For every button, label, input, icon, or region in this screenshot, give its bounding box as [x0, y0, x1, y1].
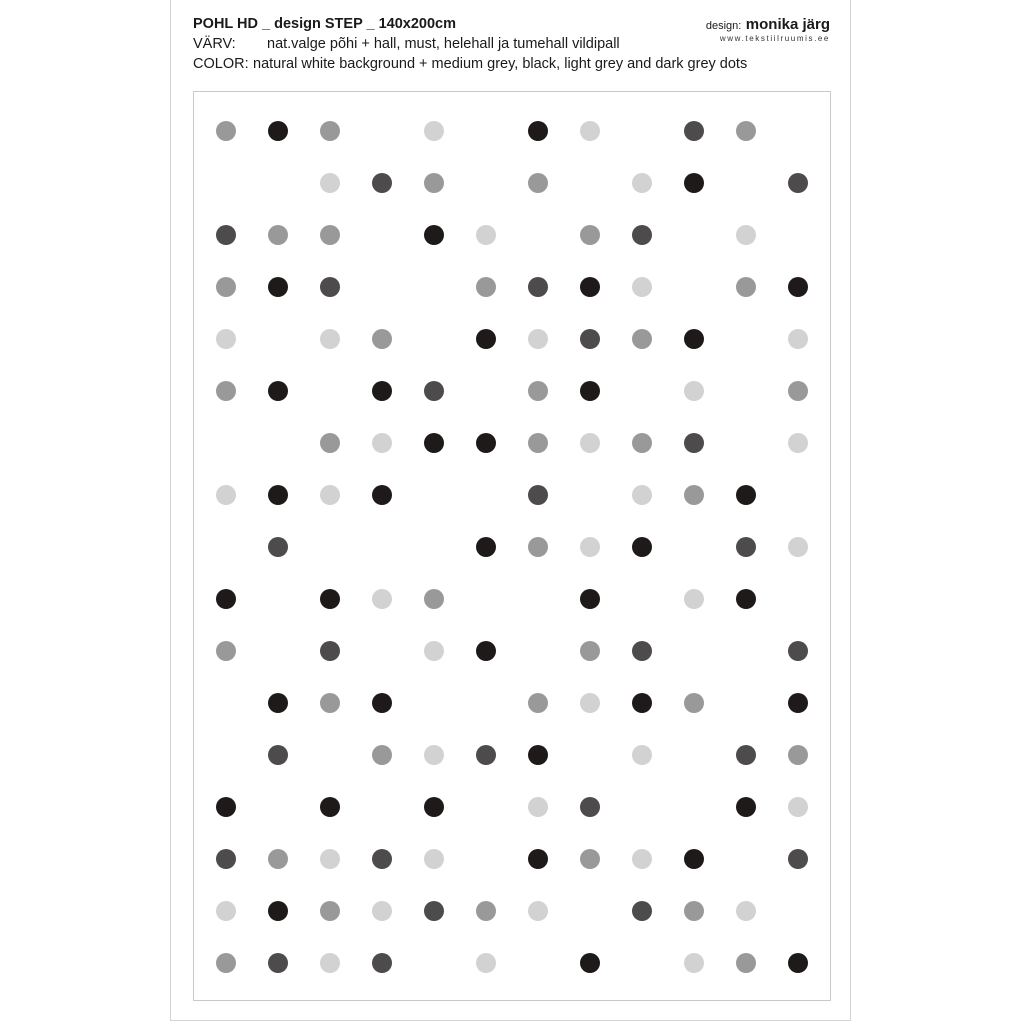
dot-dark-grey — [372, 849, 392, 869]
dot-dark-grey — [268, 953, 288, 973]
dot-black — [632, 693, 652, 713]
dot-black — [424, 797, 444, 817]
dot-light-grey — [372, 433, 392, 453]
dot-black — [788, 277, 808, 297]
dot-medium-grey — [476, 901, 496, 921]
dot-black — [424, 433, 444, 453]
varv-label: VÄRV: — [193, 36, 236, 52]
dot-black — [268, 381, 288, 401]
dot-black — [372, 381, 392, 401]
dot-black — [788, 953, 808, 973]
dot-medium-grey — [424, 173, 444, 193]
dot-dark-grey — [684, 433, 704, 453]
dot-dark-grey — [684, 121, 704, 141]
dot-black — [632, 537, 652, 557]
dot-black — [476, 433, 496, 453]
dot-light-grey — [632, 849, 652, 869]
dot-light-grey — [684, 589, 704, 609]
dot-light-grey — [736, 225, 756, 245]
dot-light-grey — [216, 485, 236, 505]
dot-light-grey — [736, 901, 756, 921]
dot-light-grey — [788, 537, 808, 557]
dot-light-grey — [632, 173, 652, 193]
dot-medium-grey — [632, 433, 652, 453]
dot-black — [528, 745, 548, 765]
dot-light-grey — [320, 849, 340, 869]
dot-medium-grey — [736, 121, 756, 141]
dot-black — [320, 797, 340, 817]
dot-dark-grey — [320, 641, 340, 661]
dot-black — [268, 693, 288, 713]
dot-light-grey — [320, 953, 340, 973]
dot-black — [736, 797, 756, 817]
dot-dark-grey — [424, 901, 444, 921]
dot-black — [216, 589, 236, 609]
dot-light-grey — [580, 121, 600, 141]
dot-medium-grey — [528, 433, 548, 453]
dot-black — [268, 277, 288, 297]
dot-medium-grey — [216, 953, 236, 973]
dot-medium-grey — [684, 485, 704, 505]
dot-light-grey — [424, 121, 444, 141]
dot-black — [216, 797, 236, 817]
dot-medium-grey — [580, 849, 600, 869]
dot-light-grey — [528, 901, 548, 921]
dot-black — [580, 953, 600, 973]
dot-dark-grey — [528, 277, 548, 297]
website-url: www.tekstiilruumis.ee — [719, 34, 830, 43]
dot-medium-grey — [736, 277, 756, 297]
dot-dark-grey — [372, 953, 392, 973]
dot-dark-grey — [268, 537, 288, 557]
dot-black — [580, 381, 600, 401]
dot-medium-grey — [580, 641, 600, 661]
dot-dark-grey — [632, 641, 652, 661]
dot-black — [476, 641, 496, 661]
dot-medium-grey — [268, 849, 288, 869]
dot-black — [684, 329, 704, 349]
dot-black — [528, 121, 548, 141]
dot-light-grey — [684, 381, 704, 401]
dot-light-grey — [216, 901, 236, 921]
dot-black — [268, 121, 288, 141]
dot-medium-grey — [216, 277, 236, 297]
dot-black — [528, 849, 548, 869]
dot-dark-grey — [424, 381, 444, 401]
dot-dark-grey — [736, 745, 756, 765]
dot-medium-grey — [476, 277, 496, 297]
color-text: natural white background + medium grey, black, light grey and dark grey dots — [253, 56, 748, 72]
dot-medium-grey — [736, 953, 756, 973]
dot-black — [372, 693, 392, 713]
dot-black — [268, 901, 288, 921]
dot-black — [476, 329, 496, 349]
dot-medium-grey — [632, 329, 652, 349]
dot-light-grey — [476, 953, 496, 973]
dot-black — [736, 485, 756, 505]
dot-light-grey — [320, 485, 340, 505]
dot-light-grey — [320, 329, 340, 349]
dot-dark-grey — [788, 173, 808, 193]
dot-medium-grey — [320, 433, 340, 453]
dot-black — [580, 277, 600, 297]
dot-dark-grey — [580, 797, 600, 817]
varv-line — [193, 36, 620, 52]
rug-pattern-frame — [193, 91, 831, 1001]
dot-dark-grey — [788, 641, 808, 661]
dot-light-grey — [632, 277, 652, 297]
dot-dark-grey — [736, 537, 756, 557]
dot-light-grey — [788, 433, 808, 453]
designer-name: monika järg — [745, 16, 830, 33]
dot-dark-grey — [268, 745, 288, 765]
dot-light-grey — [216, 329, 236, 349]
dot-light-grey — [684, 953, 704, 973]
dot-light-grey — [320, 173, 340, 193]
designer-credit — [706, 16, 830, 34]
dot-medium-grey — [216, 641, 236, 661]
dot-medium-grey — [372, 745, 392, 765]
dot-light-grey — [632, 485, 652, 505]
dot-light-grey — [424, 745, 444, 765]
dot-medium-grey — [320, 693, 340, 713]
dot-black — [684, 173, 704, 193]
dot-dark-grey — [580, 329, 600, 349]
dot-light-grey — [372, 589, 392, 609]
dot-dark-grey — [788, 849, 808, 869]
dot-dark-grey — [372, 173, 392, 193]
dot-medium-grey — [216, 381, 236, 401]
dot-light-grey — [424, 849, 444, 869]
dot-dark-grey — [476, 745, 496, 765]
dot-black — [268, 485, 288, 505]
dot-black — [320, 589, 340, 609]
dot-dark-grey — [320, 277, 340, 297]
dot-light-grey — [528, 329, 548, 349]
dot-black — [372, 485, 392, 505]
color-label: COLOR: — [193, 56, 249, 72]
dot-light-grey — [476, 225, 496, 245]
dot-medium-grey — [788, 745, 808, 765]
dot-black — [736, 589, 756, 609]
dot-black — [788, 693, 808, 713]
dot-dark-grey — [528, 485, 548, 505]
dot-black — [424, 225, 444, 245]
dot-light-grey — [788, 329, 808, 349]
color-line — [193, 56, 747, 72]
dot-light-grey — [580, 433, 600, 453]
dot-light-grey — [580, 693, 600, 713]
dot-dark-grey — [632, 901, 652, 921]
dot-medium-grey — [684, 693, 704, 713]
dot-light-grey — [528, 797, 548, 817]
dot-medium-grey — [788, 381, 808, 401]
dot-medium-grey — [424, 589, 444, 609]
dot-medium-grey — [372, 329, 392, 349]
dot-medium-grey — [216, 121, 236, 141]
dot-medium-grey — [320, 225, 340, 245]
dot-medium-grey — [528, 693, 548, 713]
dot-light-grey — [424, 641, 444, 661]
dot-medium-grey — [580, 225, 600, 245]
dot-black — [476, 537, 496, 557]
dot-black — [580, 589, 600, 609]
dot-light-grey — [372, 901, 392, 921]
dot-black — [684, 849, 704, 869]
dot-light-grey — [788, 797, 808, 817]
dot-dark-grey — [216, 225, 236, 245]
varv-text: nat.valge põhi + hall, must, helehall ja tumehall vildipall — [267, 36, 620, 52]
dot-medium-grey — [528, 537, 548, 557]
dot-medium-grey — [528, 173, 548, 193]
dot-medium-grey — [528, 381, 548, 401]
dot-medium-grey — [268, 225, 288, 245]
dot-medium-grey — [320, 121, 340, 141]
dot-dark-grey — [632, 225, 652, 245]
dot-light-grey — [632, 745, 652, 765]
design-title: POHL HD _ design STEP _ 140x200cm — [193, 16, 457, 32]
dot-dark-grey — [216, 849, 236, 869]
credit-prefix: design: — [705, 20, 742, 32]
dot-light-grey — [580, 537, 600, 557]
dot-medium-grey — [320, 901, 340, 921]
dot-medium-grey — [684, 901, 704, 921]
